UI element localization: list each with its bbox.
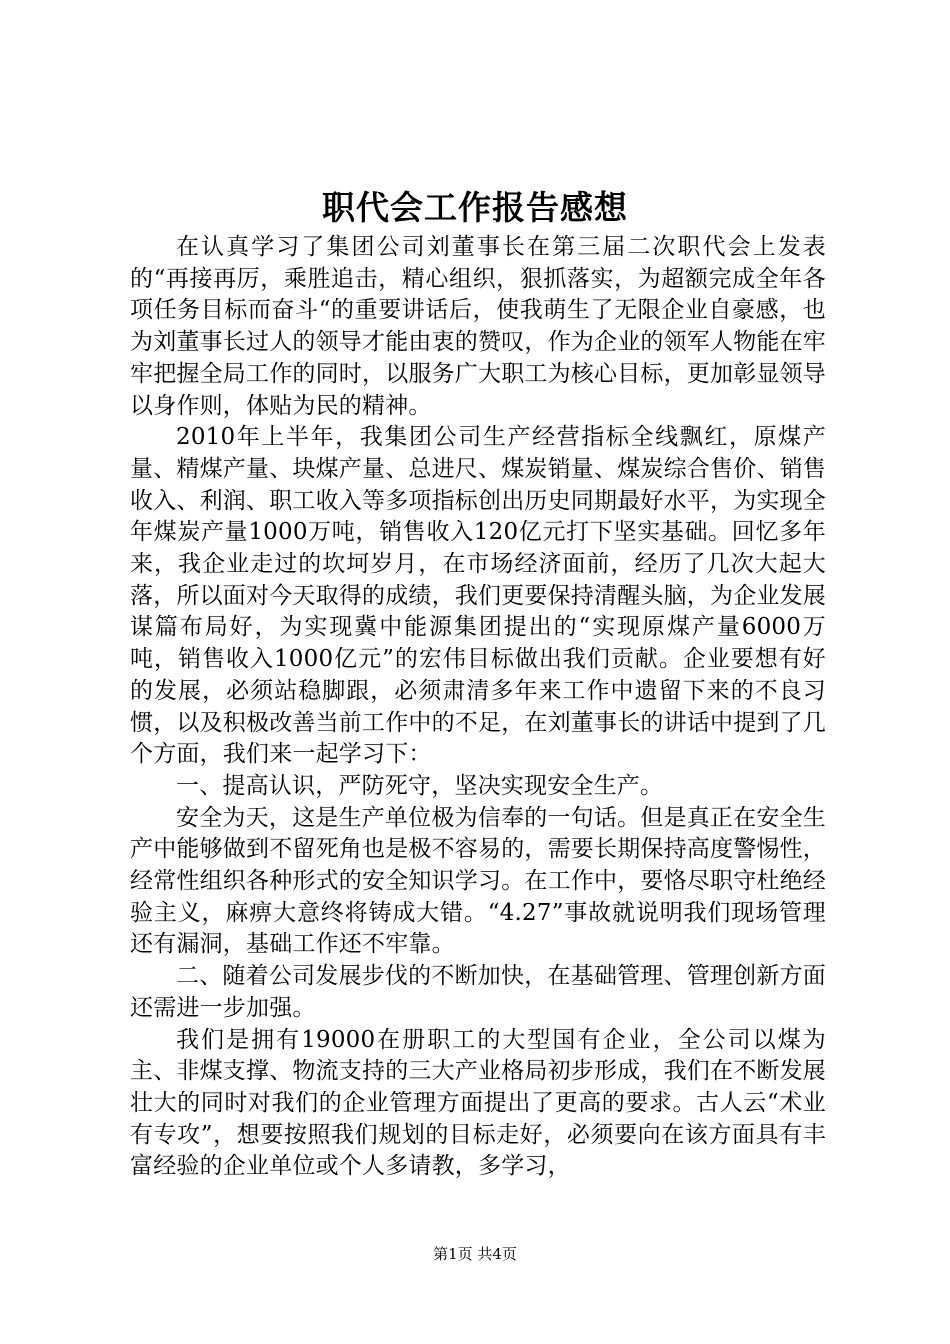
paragraph-intro: 在认真学习了集团公司刘董事长在第三届二次职代会上发表的“再接再厉，乘胜追击，精心组织，狠抓落实，为超额完成全年各项任务目标而奋斗“的重要讲话后，使我萌生了无限企业自豪感，也为刘董事长过人的领导才能由衷的赞叹，作为企业的领军人物能在牢牢把握全局工作的同时，以服务广大职工为核心目标，更加彰显领导以身作则，体贴为民的精神。 bbox=[130, 234, 826, 419]
section-heading-management: 二、随着公司发展步伐的不断加快，在基础管理、管理创新方面还需进一步加强。 bbox=[130, 963, 826, 1021]
paragraph-management: 我们是拥有19000在册职工的大型国有企业，全公司以煤为主、非煤支撑、物流支持的三大产业格局初步形成，我们在不断发展壮大的同时对我们的企业管理方面提出了更高的要求。古人云“术业有专攻”，想要按照我们规划的目标走好，必须要向在该方面具有丰富经验的企业单位或个人多请教，多学习， bbox=[130, 1026, 826, 1180]
paragraph-2010-results: 2010年上半年，我集团公司生产经营指标全线飘红，原煤产量、精煤产量、块煤产量、总进尺、煤炭销量、煤炭综合售价、销售收入、利润、职工收入等多项指标创出历史同期最好水平，为实现全年煤炭产量1000万吨，销售收入120亿元打下坚实基础。回忆多年来，我企业走过的坎坷岁月，在市场经济面前，经历了几次大起大落，所以面对今天取得的成绩，我们更要保持清醒头脑，为企业发展谋篇布局好，为实现冀中能源集团提出的“实现原煤产量6000万吨，销售收入1000亿元”的宏伟目标做出我们贡献。企业要想有好的发展，必须站稳脚跟，必须肃清多年来工作中遗留下来的不良习惯，以及积极改善当前工作中的不足，在刘董事长的讲话中提到了几个方面，我们来一起学习下： bbox=[130, 424, 826, 768]
document-title: 职代会工作报告感想 bbox=[322, 188, 628, 227]
section-heading-safety: 一、提高认识，严防死守，坚决实现安全生产。 bbox=[176, 772, 664, 799]
document-body bbox=[130, 232, 826, 1183]
page-number-footer: 第1页 共4页 bbox=[433, 1245, 517, 1263]
paragraph-safety: 安全为天，这是生产单位极为信奉的一句话。但是真正在安全生产中能够做到不留死角也是极不容易的，需要长期保持高度警惕性，经常性组织各种形式的安全知识学习。在工作中，要恪尽职守杜绝经验主义，麻痹大意终将铸成大错。“4.27”事故就说明我们现场管理还有漏洞，基础工作还不牢靠。 bbox=[130, 804, 826, 958]
